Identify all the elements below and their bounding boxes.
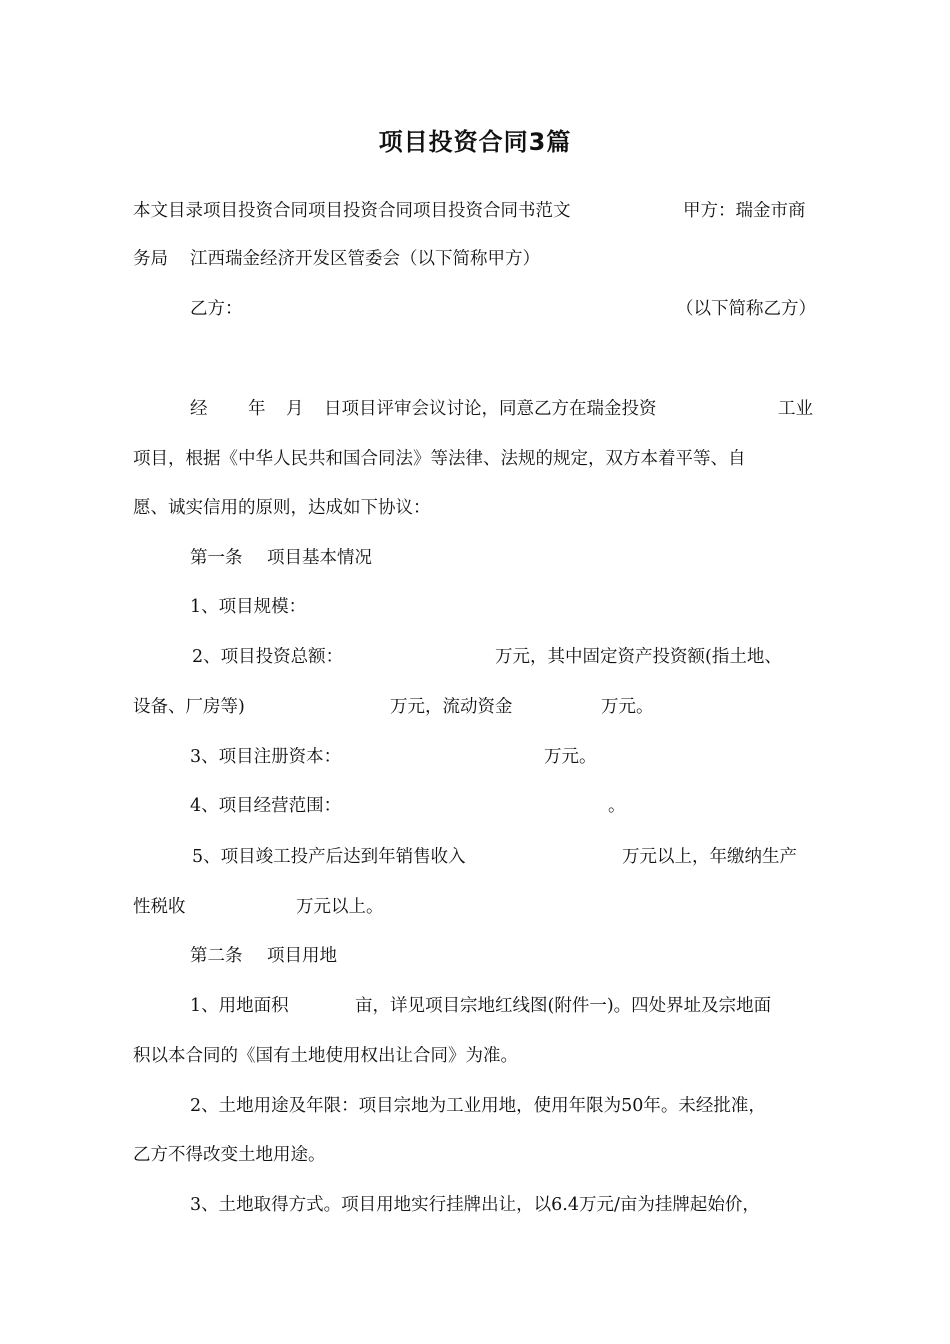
paragraph-line <box>0 592 950 622</box>
text-run: 本文目录项目投资合同项目投资合同项目投资合同书范文 <box>133 201 571 221</box>
text-run: 3、项目注册资本： <box>190 747 342 767</box>
text-run: 积以本合同的《国有土地使用权出让合同》为准。 <box>133 1046 518 1066</box>
text-run: 务局 <box>133 249 168 269</box>
text-run: 万元，其中固定资产投资额(指土地、 <box>495 647 782 667</box>
paragraph-line <box>0 991 950 1021</box>
paragraph-line <box>0 394 950 424</box>
text-run: 5、项目竣工投产后达到年销售收入 <box>192 847 466 867</box>
paragraph-line <box>0 196 950 226</box>
text-run: 愿、诚实信用的原则，达成如下协议： <box>133 498 431 518</box>
paragraph-line <box>0 493 950 523</box>
text-run: 万元。 <box>544 747 597 767</box>
text-run: （以下简称乙方） <box>676 299 816 319</box>
text-run: 万元以上。 <box>296 897 384 917</box>
text-run: 亩，详见项目宗地红线图(附件一)。四处界址及宗地面 <box>355 996 772 1016</box>
paragraph-line <box>0 742 950 772</box>
text-run: 乙方不得改变土地用途。 <box>133 1145 326 1165</box>
text-run: 万元，流动资金 <box>390 697 513 717</box>
article-heading <box>0 543 950 573</box>
text-run: 1、用地面积 <box>190 996 289 1016</box>
text-run: 甲方：瑞金市商 <box>683 201 806 221</box>
paragraph-line <box>0 842 950 872</box>
paragraph-line <box>0 444 950 474</box>
text-run: 万元。 <box>601 697 654 717</box>
paragraph-line <box>0 1140 950 1170</box>
text-run: 。 <box>608 796 626 816</box>
text-run: 设备、厂房等) <box>133 697 245 717</box>
paragraph-line <box>0 1041 950 1071</box>
text-run: 项目基本情况 <box>267 548 372 568</box>
text-run: 2、土地用途及年限：项目宗地为工业用地，使用年限为50年。未经批准， <box>190 1096 766 1116</box>
text-run: 第二条 <box>190 946 243 966</box>
text-run: 3、土地取得方式。项目用地实行挂牌出让，以6.4万元/亩为挂牌起始价， <box>190 1195 760 1215</box>
text-run: 月 <box>286 399 304 419</box>
text-run: 日项目评审会议讨论，同意乙方在瑞金投资 <box>324 399 657 419</box>
paragraph-line <box>0 791 950 821</box>
paragraph-line <box>0 1091 950 1121</box>
text-run: 乙方： <box>190 299 243 319</box>
text-run: 性税收 <box>133 897 186 917</box>
paragraph-line <box>0 294 950 324</box>
text-run: 1、项目规模： <box>190 597 307 617</box>
paragraph-line <box>0 892 950 922</box>
text-run: 江西瑞金经济开发区管委会（以下简称甲方） <box>190 249 540 269</box>
paragraph-line <box>0 1190 950 1220</box>
text-run: 项目，根据《中华人民共和国合同法》等法律、法规的规定，双方本着平等、自 <box>133 449 746 469</box>
text-run: 工业 <box>778 399 813 419</box>
paragraph-line <box>0 642 950 672</box>
text-run: 项目用地 <box>267 946 337 966</box>
document-title: 项目投资合同3篇 <box>378 128 572 156</box>
text-run: 4、项目经营范围： <box>190 796 342 816</box>
text-run: 第一条 <box>190 548 243 568</box>
article-heading <box>0 941 950 971</box>
text-run: 年 <box>248 399 266 419</box>
text-run: 经 <box>190 399 208 419</box>
text-run: 万元以上，年缴纳生产 <box>622 847 797 867</box>
text-run: 2、项目投资总额： <box>192 647 344 667</box>
paragraph-line <box>0 244 950 274</box>
paragraph-line <box>0 692 950 722</box>
